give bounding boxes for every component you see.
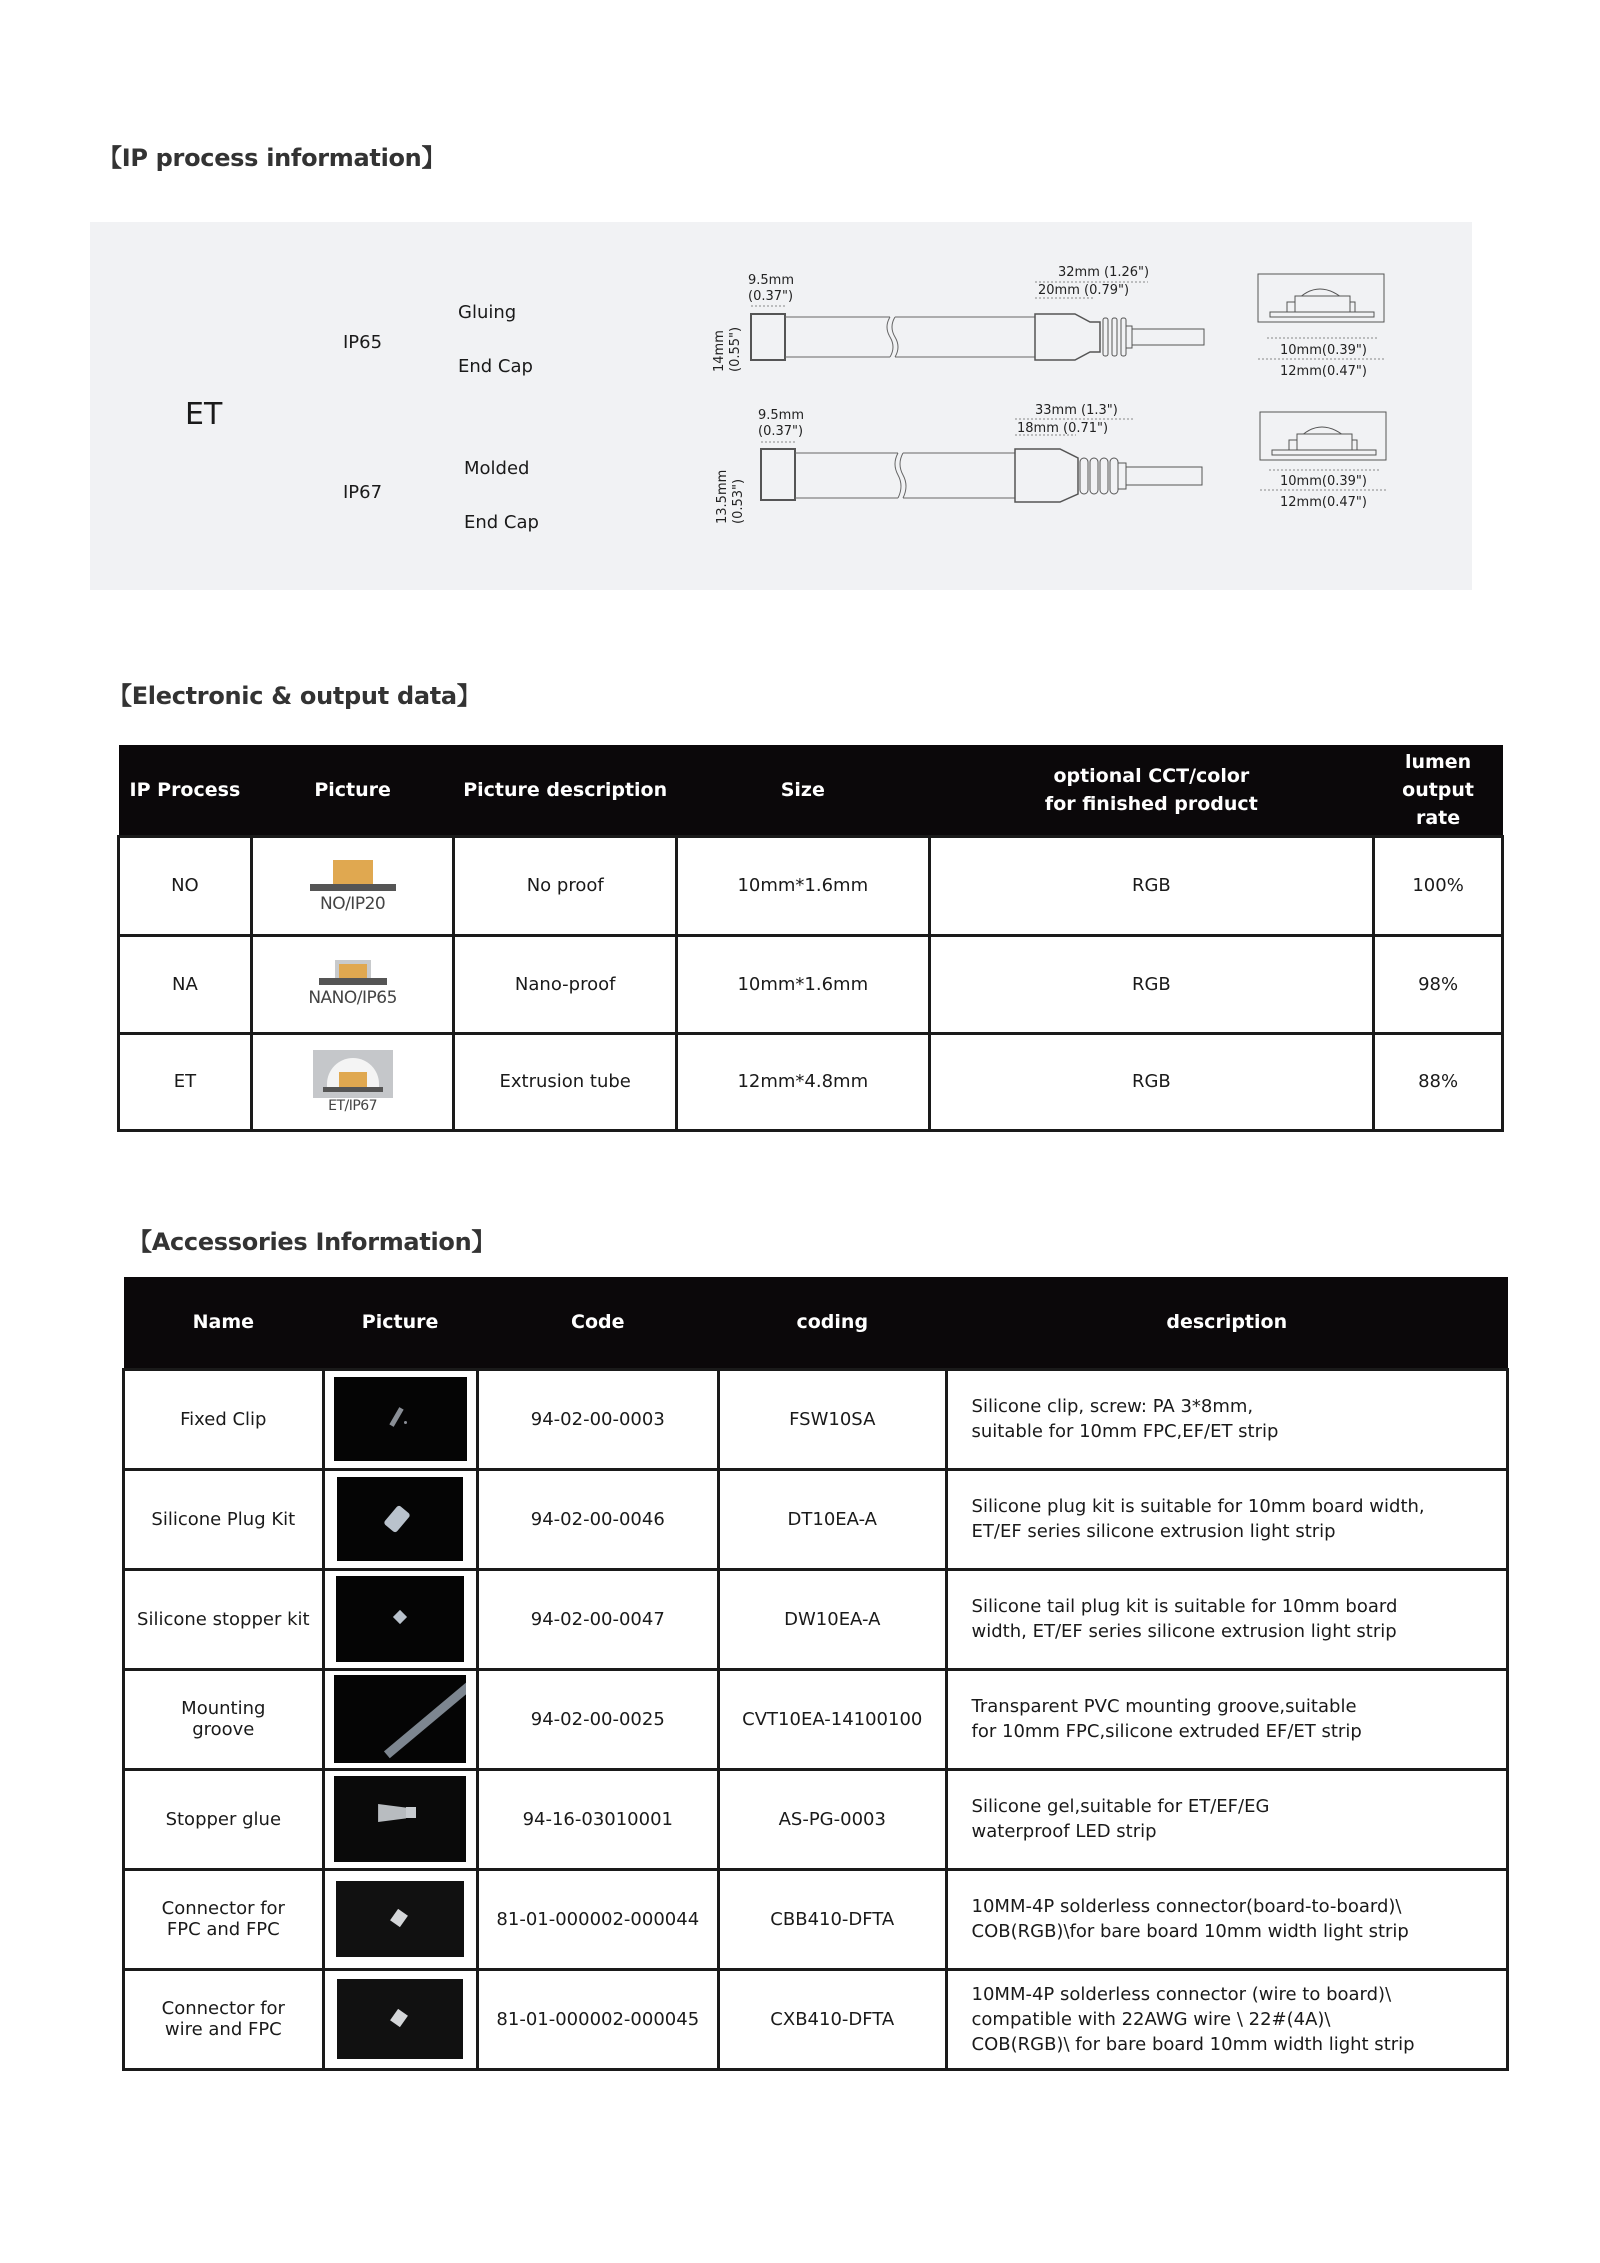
ip-process-cell: NA [119, 935, 252, 1033]
col-header-cct: optional CCT/color for finished product [929, 745, 1374, 836]
name-cell: Silicone stopper kit [124, 1569, 324, 1669]
size-cell: 12mm*4.8mm [677, 1033, 930, 1130]
ip65-end-cap-drawing [600, 262, 1280, 382]
svg-text:32mm (1.26"): 32mm (1.26") [1058, 265, 1150, 280]
col-header-lumen: lumen output rate [1374, 745, 1503, 836]
code-cell: 94-02-00-0003 [477, 1369, 718, 1469]
ip67-rating-label: IP67 [343, 482, 383, 503]
picture-caption: NO/IP20 [319, 893, 386, 914]
table-row [124, 1869, 1508, 1969]
table-row [124, 1569, 1508, 1669]
picture-cell [323, 1569, 477, 1669]
stopper-glue-picture [334, 1776, 466, 1862]
ip67-cross-section-profile [1252, 410, 1402, 520]
description-cell: Silicone plug kit is suitable for 10mm board width, ET/EF series silicone extrusion light strip [946, 1469, 1507, 1569]
picture-caption: ET/IP67 [328, 1097, 378, 1114]
fixed-clip-picture [334, 1377, 467, 1461]
ip-process-cell: NO [119, 836, 252, 935]
svg-text:10mm(0.39"): 10mm(0.39") [1280, 474, 1367, 489]
lumen-cell: 88% [1374, 1033, 1503, 1130]
table-row [119, 836, 1503, 935]
svg-text:13.5mm: 13.5mm [715, 469, 730, 524]
nano-ip65-picture [319, 960, 387, 988]
color-cell: RGB [929, 836, 1374, 935]
code-cell: 81-01-000002-000045 [477, 1969, 718, 2069]
description-cell: Nano-proof [454, 935, 677, 1033]
coding-cell: CXB410-DFTA [719, 1969, 947, 2069]
table-header-row [124, 1277, 1508, 1369]
svg-text:20mm (0.79"): 20mm (0.79") [1038, 283, 1130, 298]
color-cell: RGB [929, 1033, 1374, 1130]
ip-process-panel [90, 222, 1472, 590]
col-header-name: Name [124, 1277, 324, 1369]
code-cell: 94-02-00-0025 [477, 1669, 718, 1769]
col-header-size: Size [677, 745, 930, 836]
accessories-table [122, 1277, 1509, 2071]
name-cell: Fixed Clip [124, 1369, 324, 1469]
code-cell: 94-02-00-0046 [477, 1469, 718, 1569]
picture-cell [251, 836, 454, 935]
table-row [124, 1769, 1508, 1869]
name-cell: Silicone Plug Kit [124, 1469, 324, 1569]
svg-text:12mm(0.47"): 12mm(0.47") [1280, 495, 1367, 510]
svg-text:(0.37"): (0.37") [748, 289, 794, 304]
table-row [124, 1369, 1508, 1469]
code-cell: 81-01-000002-000044 [477, 1869, 718, 1969]
ip67-method-line1: Molded [464, 458, 530, 479]
picture-cell [323, 1369, 477, 1469]
description-cell: Transparent PVC mounting groove,suitable for 10mm FPC,silicone extruded EF/ET strip [946, 1669, 1507, 1769]
description-cell: 10MM-4P solderless connector(board-to-board)\ COB(RGB)\for bare board 10mm width light strip [946, 1869, 1507, 1969]
size-cell: 10mm*1.6mm [677, 935, 930, 1033]
col-header-code: Code [477, 1277, 718, 1369]
table-row [124, 1969, 1508, 2069]
svg-text:10mm(0.39"): 10mm(0.39") [1280, 343, 1367, 358]
fpc-connector-picture [336, 1881, 464, 1957]
table-row [119, 1033, 1503, 1130]
accessories-section-title: 【Accessories Information】 [128, 1228, 496, 1256]
svg-text:(0.53"): (0.53") [731, 478, 746, 524]
mounting-groove-picture [334, 1675, 466, 1763]
ip65-method-line2: End Cap [458, 356, 533, 377]
svg-text:(0.37"): (0.37") [758, 424, 804, 439]
picture-cell [323, 1869, 477, 1969]
picture-cell [323, 1669, 477, 1769]
code-cell: 94-02-00-0047 [477, 1569, 718, 1669]
col-header-picture: Picture [323, 1277, 477, 1369]
table-row [119, 935, 1503, 1033]
coding-cell: DT10EA-A [719, 1469, 947, 1569]
ip-process-cell: ET [119, 1033, 252, 1130]
coding-cell: FSW10SA [719, 1369, 947, 1469]
description-cell: 10MM-4P solderless connector (wire to board)\ compatible with 22AWG wire \ 22#(4A)\ COB(RGB)\ for bare board 10mm width light strip [946, 1969, 1507, 2069]
wire-connector-picture [337, 1979, 463, 2059]
silicone-stopper-kit-picture [336, 1576, 464, 1662]
electronic-section-title: 【Electronic & output data】 [108, 682, 481, 710]
coding-cell: CVT10EA-14100100 [719, 1669, 947, 1769]
col-header-picture: Picture [251, 745, 454, 836]
coding-cell: DW10EA-A [719, 1569, 947, 1669]
ip65-rating-label: IP65 [343, 332, 383, 353]
name-cell: Stopper glue [124, 1769, 324, 1869]
picture-caption: NANO/IP65 [308, 988, 397, 1008]
electronic-output-table [117, 745, 1504, 1132]
picture-cell [323, 1969, 477, 2069]
svg-text:(0.55"): (0.55") [728, 326, 743, 372]
col-header-picture-description: Picture description [454, 745, 677, 836]
svg-text:14mm: 14mm [712, 330, 727, 372]
col-header-description: description [946, 1277, 1507, 1369]
col-header-ip-process: IP Process [119, 745, 252, 836]
picture-cell [323, 1469, 477, 1569]
svg-text:9.5mm: 9.5mm [748, 273, 795, 288]
svg-text:18mm (0.71"): 18mm (0.71") [1017, 421, 1109, 436]
svg-text:12mm(0.47"): 12mm(0.47") [1280, 364, 1367, 379]
coding-cell: CBB410-DFTA [719, 1869, 947, 1969]
name-cell: Connector for wire and FPC [124, 1969, 324, 2069]
color-cell: RGB [929, 935, 1374, 1033]
col-header-coding: coding [719, 1277, 947, 1369]
silicone-plug-kit-picture [337, 1477, 463, 1561]
ip67-method-line2: End Cap [464, 512, 539, 533]
lumen-cell: 98% [1374, 935, 1503, 1033]
picture-cell [251, 935, 454, 1033]
no-ip20-picture [310, 858, 396, 894]
table-header-row [119, 745, 1503, 836]
ip65-cross-section-profile [1250, 272, 1400, 382]
size-cell: 10mm*1.6mm [677, 836, 930, 935]
svg-text:9.5mm: 9.5mm [758, 408, 805, 423]
description-cell: Silicone clip, screw: PA 3*8mm, suitable for 10mm FPC,EF/ET strip [946, 1369, 1507, 1469]
description-cell: Silicone tail plug kit is suitable for 10mm board width, ET/EF series silicone extrusion light strip [946, 1569, 1507, 1669]
description-cell: Extrusion tube [454, 1033, 677, 1130]
series-label: ET [185, 397, 223, 432]
description-cell: No proof [454, 836, 677, 935]
description-cell: Silicone gel,suitable for ET/EF/EG waterproof LED strip [946, 1769, 1507, 1869]
table-row [124, 1669, 1508, 1769]
name-cell: Connector for FPC and FPC [124, 1869, 324, 1969]
code-cell: 94-16-03010001 [477, 1769, 718, 1869]
ip67-end-cap-drawing [610, 402, 1290, 532]
picture-cell [323, 1769, 477, 1869]
ip-process-section-title: 【IP process information】 [98, 144, 446, 172]
name-cell: Mounting groove [124, 1669, 324, 1769]
et-ip67-picture [313, 1050, 393, 1098]
ip65-method-line1: Gluing [458, 302, 517, 323]
picture-cell [251, 1033, 454, 1130]
table-row [124, 1469, 1508, 1569]
lumen-cell: 100% [1374, 836, 1503, 935]
svg-text:33mm (1.3"): 33mm (1.3") [1035, 403, 1118, 418]
coding-cell: AS-PG-0003 [719, 1769, 947, 1869]
